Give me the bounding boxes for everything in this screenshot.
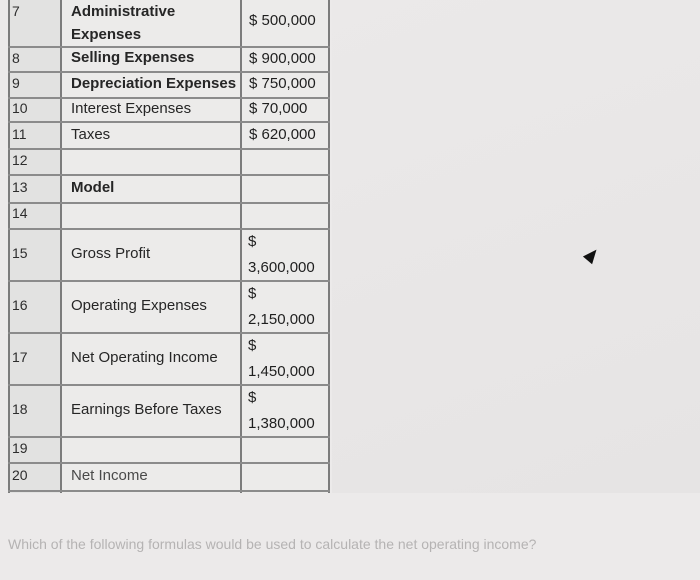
grid-line bbox=[8, 280, 330, 282]
row-value[interactable]: $ 70,000 bbox=[249, 100, 308, 117]
row-label[interactable]: Administrative Expenses bbox=[71, 3, 176, 43]
grid-line bbox=[8, 332, 330, 334]
grid-line bbox=[8, 228, 330, 230]
grid-line bbox=[8, 71, 330, 73]
grid-line bbox=[8, 0, 10, 493]
grid-line bbox=[8, 148, 330, 150]
row-value[interactable]: 1,380,000 bbox=[248, 415, 315, 432]
row-value[interactable]: 3,600,000 bbox=[248, 259, 315, 276]
row-number: 11 bbox=[12, 126, 27, 142]
row-value[interactable]: 2,150,000 bbox=[248, 311, 315, 328]
row-number: 17 bbox=[12, 349, 28, 365]
row-number: 15 bbox=[12, 245, 28, 261]
row-number: 9 bbox=[12, 75, 20, 91]
row-number: 19 bbox=[12, 440, 28, 456]
row-value[interactable]: $ 620,000 bbox=[249, 126, 316, 143]
row-label[interactable]: Selling Expenses bbox=[71, 49, 195, 66]
row-label[interactable]: Net Income bbox=[71, 467, 148, 484]
row-label[interactable]: Earnings Before Taxes bbox=[71, 401, 222, 418]
row-number: 7 bbox=[12, 3, 20, 19]
grid-line bbox=[8, 462, 330, 464]
grid-line bbox=[240, 0, 242, 493]
row-number: 18 bbox=[12, 401, 28, 417]
row-label[interactable]: Interest Expenses bbox=[71, 100, 192, 117]
grid-line bbox=[8, 202, 330, 204]
row-number: 14 bbox=[12, 205, 28, 221]
row-number: 16 bbox=[12, 297, 28, 313]
row-label[interactable]: Taxes bbox=[71, 126, 111, 143]
row-label[interactable]: Operating Expenses bbox=[71, 297, 207, 314]
row-value[interactable]: 1,450,000 bbox=[248, 363, 315, 380]
row-label[interactable]: Model bbox=[71, 179, 115, 196]
row-label[interactable]: Net Operating Income bbox=[71, 349, 218, 366]
row-label[interactable]: Gross Profit bbox=[71, 245, 151, 262]
row-label[interactable]: Depreciation Expenses bbox=[71, 75, 237, 92]
row-value[interactable]: $ 500,000 bbox=[249, 12, 316, 29]
background-area bbox=[332, 0, 700, 493]
row-number: 20 bbox=[12, 467, 28, 483]
grid-line bbox=[8, 121, 330, 123]
row-value-symbol[interactable]: $ bbox=[248, 233, 257, 250]
row-number: 13 bbox=[12, 179, 28, 195]
grid-line bbox=[8, 174, 330, 176]
row-value-symbol[interactable]: $ bbox=[248, 389, 257, 406]
grid-line bbox=[8, 97, 330, 99]
grid-line bbox=[8, 436, 330, 438]
grid-line bbox=[8, 384, 330, 386]
row-value[interactable]: $ 900,000 bbox=[249, 50, 316, 67]
row-number: 8 bbox=[12, 50, 20, 66]
row-value-symbol[interactable]: $ bbox=[248, 337, 257, 354]
question-text: Which of the following formulas would be used to calculate the net operating income? bbox=[8, 536, 537, 552]
spreadsheet bbox=[8, 0, 330, 493]
grid-line bbox=[328, 0, 330, 493]
grid-line bbox=[8, 490, 330, 492]
grid-line bbox=[8, 46, 330, 48]
row-value-symbol[interactable]: $ bbox=[248, 285, 257, 302]
row-value[interactable]: $ 750,000 bbox=[249, 75, 316, 92]
row-number: 12 bbox=[12, 152, 28, 168]
grid-line bbox=[60, 0, 62, 493]
row-number: 10 bbox=[12, 100, 28, 116]
